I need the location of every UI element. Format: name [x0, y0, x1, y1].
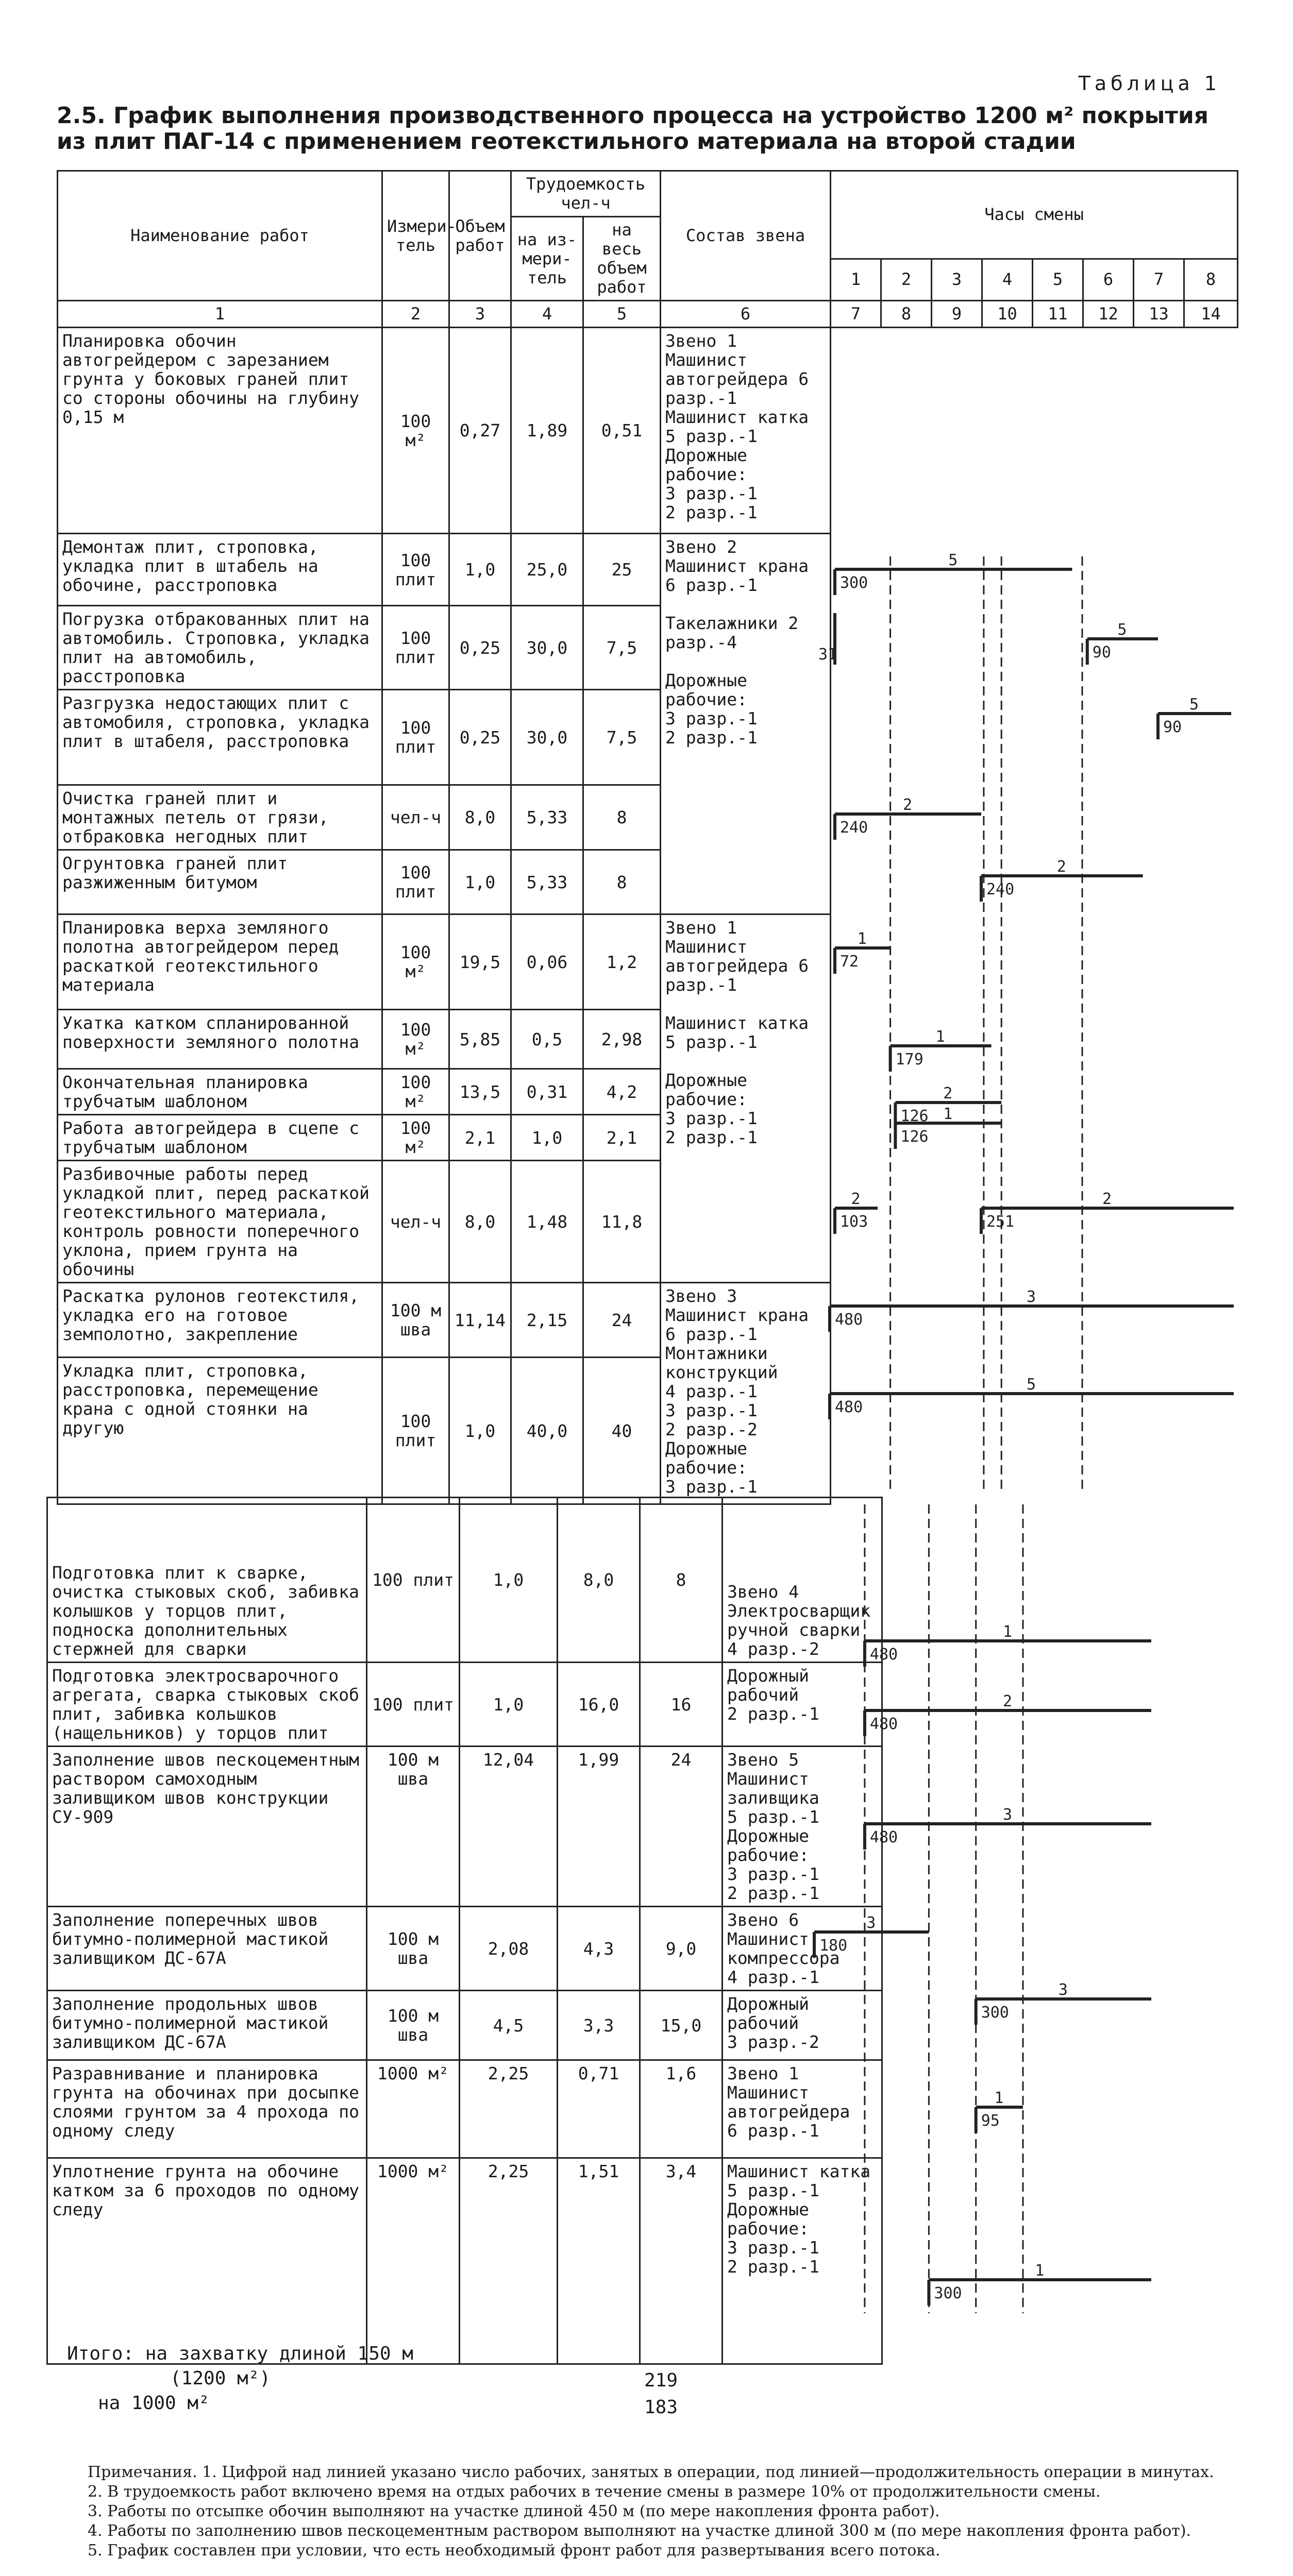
hours-cell: [882, 2060, 1228, 2158]
minutes-label: 72: [840, 953, 859, 971]
totals-line-2: (1200 м²): [170, 2368, 271, 2389]
workers-label: 2: [851, 1190, 861, 1208]
work-name: Укладка плит, строповка, расстроповка, перемещение крана с одной стоянки на другую: [58, 1358, 382, 1504]
minutes-label: 240: [840, 819, 868, 837]
workers-label: 2: [1002, 1692, 1013, 1710]
column-number: 8: [881, 301, 932, 328]
hour-number: 2: [881, 259, 932, 301]
table-row: [58, 785, 1238, 850]
labor-total: 8: [640, 1498, 723, 1663]
workers-label: 3: [1058, 1981, 1068, 1999]
minutes-label: 90: [1163, 718, 1182, 736]
notes: [57, 2463, 1232, 2561]
table-row: [47, 1747, 1228, 1907]
hour-number: 8: [1184, 259, 1238, 301]
work-unit: 100 м²: [382, 914, 449, 1010]
crew-composition: Звено 2 Машинист крана 6 разр.-1 Такелажники 2 разр.-4 Дорожные рабочие: 3 разр.-1 2 разр.-1: [661, 534, 831, 914]
column-number: 12: [1083, 301, 1134, 328]
labor-per-unit: 5,33: [511, 785, 583, 850]
hours-cell: [882, 1991, 1228, 2060]
work-volume: 1,0: [460, 1663, 558, 1747]
work-name: Раскатка рулонов геотекстиля, укладка его на готовое земполотно, закрепление: [58, 1283, 382, 1358]
hour-number: 7: [1134, 259, 1184, 301]
column-number: 9: [932, 301, 982, 328]
minutes-label: 90: [1092, 643, 1111, 662]
work-unit: 1000 м²: [367, 2060, 460, 2158]
crew-composition: Звено 5 Машинист заливщика 5 разр.-1 Дорожные рабочие: 3 разр.-1 2 разр.-1: [723, 1747, 882, 1907]
workers-label: 5: [1027, 1376, 1036, 1394]
work-unit: 100 плит: [382, 1358, 449, 1504]
workers-label: 3: [1002, 1806, 1013, 1824]
workers-label: 1: [935, 1028, 945, 1046]
work-unit: 100 м шва: [367, 1747, 460, 1907]
work-unit: 100 м шва: [367, 1907, 460, 1991]
work-name: Очистка граней плит и монтажных петель от грязи, отбраковка негодных плит: [58, 785, 382, 850]
header-labor: Трудоемкость чел-ч: [511, 171, 661, 217]
hours-cell: [882, 1747, 1228, 1907]
note-item: Примечания. 1. Цифрой над линией указано число рабочих, занятых в операции, под линией—продолжительность операции в минутах.: [88, 2463, 1214, 2481]
hours-cell: [882, 1907, 1228, 1991]
header-crew: Состав звена: [661, 171, 831, 301]
work-volume: 1,0: [449, 1358, 511, 1504]
work-unit: чел-ч: [382, 1161, 449, 1283]
table-row: [47, 1663, 1228, 1747]
totals-value-2: 183: [644, 2397, 678, 2418]
column-number: 1: [58, 301, 382, 328]
hours-cell: [831, 1283, 1238, 1358]
workers-label: 1: [1002, 1623, 1013, 1641]
labor-total: 24: [583, 1283, 661, 1358]
workers-label: 3: [1027, 1288, 1036, 1306]
labor-per-unit: 30,0: [511, 606, 583, 690]
table-row: [58, 534, 1238, 606]
hours-cell: [831, 1069, 1238, 1115]
minutes-label: 240: [986, 880, 1015, 899]
labor-per-unit: 0,71: [558, 2060, 640, 2158]
crew-composition: Дорожный рабочий 2 разр.-1: [723, 1663, 882, 1747]
work-volume: 1,0: [449, 534, 511, 606]
minutes-label: 480: [835, 1398, 863, 1416]
work-unit: 1000 м²: [367, 2158, 460, 2364]
hours-cell: [831, 1358, 1238, 1504]
work-name: Огрунтовка граней плит разжиженным битумом: [58, 850, 382, 914]
work-unit: 100 м шва: [367, 1991, 460, 2060]
minutes-label: 300: [981, 2004, 1009, 2022]
hours-cell: [831, 914, 1238, 1010]
minutes-label: 103: [840, 1213, 868, 1231]
work-unit: 100 м²: [382, 1115, 449, 1161]
work-name: Заполнение поперечных швов битумно-полимерной мастикой заливщиком ДС-67А: [47, 1907, 367, 1991]
crew-composition: Машинист катка 5 разр.-1 Дорожные рабочие: 3 разр.-1 2 разр.-1: [723, 2158, 882, 2364]
work-unit: 100 плит: [367, 1663, 460, 1747]
table-row: [58, 690, 1238, 785]
totals-block: [67, 2342, 678, 2418]
hour-number: 1: [831, 259, 881, 301]
labor-total: 40: [583, 1358, 661, 1504]
header-name: Наименование работ: [58, 171, 382, 301]
labor-per-unit: 5,33: [511, 850, 583, 914]
header-total: на весь объем работ: [583, 217, 661, 301]
work-name: Демонтаж плит, строповка, укладка плит в штабель на обочине, расстроповка: [58, 534, 382, 606]
workers-label: 3: [866, 1914, 876, 1932]
work-unit: 100 м²: [382, 1069, 449, 1115]
hours-cell: [831, 534, 1238, 606]
labor-total: 3,4: [640, 2158, 723, 2364]
workers-label: 1: [943, 1105, 953, 1123]
work-volume: 5,85: [449, 1010, 511, 1069]
work-volume: 13,5: [449, 1069, 511, 1115]
table-row: [58, 1010, 1238, 1069]
hours-cell: [882, 1498, 1228, 1663]
header-volume: Объем работ: [449, 171, 511, 301]
workers-label: 1: [994, 2089, 1004, 2107]
work-name: Уплотнение грунта на обочине катком за 6 проходов по одному следу: [47, 2158, 367, 2364]
crew-composition: Звено 3 Машинист крана 6 разр.-1 Монтажники конструкций 4 разр.-1 3 разр.-1 2 разр.-2 Дорожные рабочие: 3 разр.-1: [661, 1283, 831, 1504]
work-volume: 0,25: [449, 606, 511, 690]
labor-total: 2,98: [583, 1010, 661, 1069]
workers-label: 5: [1189, 696, 1199, 714]
column-number: 10: [982, 301, 1033, 328]
workers-label: 2: [943, 1084, 953, 1103]
work-unit: 100 плит: [382, 690, 449, 785]
labor-total: 0,51: [583, 328, 661, 534]
work-volume: 11,14: [449, 1283, 511, 1358]
work-unit: 100 плит: [382, 534, 449, 606]
work-unit: 100 плит: [382, 850, 449, 914]
work-name: Разгрузка недостающих плит с автомобиля, строповка, укладка плит в штабеля, расстроповка: [58, 690, 382, 785]
crew-composition: Звено 1 Машинист автогрейдера 6 разр.-1: [723, 2060, 882, 2158]
work-unit: 100 м шва: [382, 1283, 449, 1358]
table-row: [58, 1115, 1238, 1161]
table-label: Таблица 1: [1078, 72, 1221, 95]
work-volume: 8,0: [449, 785, 511, 850]
note-item: 4. Работы по заполнению швов пескоцементным раствором выполняют на участке длиной 300 м (по мере накопления фронта работ).: [88, 2522, 1191, 2540]
work-name: Укатка катком спланированной поверхности земляного полотна: [58, 1010, 382, 1069]
labor-total: 4,2: [583, 1069, 661, 1115]
column-number: 7: [831, 301, 881, 328]
table-row: [58, 914, 1238, 1010]
labor-per-unit: 0,31: [511, 1069, 583, 1115]
schedule-table-bottom: [46, 1497, 1228, 2365]
work-volume: 0,25: [449, 690, 511, 785]
table-row: [47, 1498, 1228, 1663]
work-volume: 2,25: [460, 2158, 558, 2364]
labor-per-unit: 1,89: [511, 328, 583, 534]
hours-cell: [882, 2158, 1228, 2364]
header-unit: Измери- тель: [382, 171, 449, 301]
labor-per-unit: 0,5: [511, 1010, 583, 1069]
table-row: [58, 606, 1238, 690]
header-hours: Часы смены: [831, 171, 1238, 259]
hours-cell: [831, 850, 1238, 914]
workers-label: 5: [1117, 621, 1127, 639]
labor-per-unit: 8,0: [558, 1498, 640, 1663]
work-volume: 1,0: [449, 850, 511, 914]
table-row: [47, 1907, 1228, 1991]
hour-number: 3: [932, 259, 982, 301]
totals-value-1: 219: [644, 2370, 678, 2391]
table-row: [47, 2060, 1228, 2158]
labor-per-unit: 4,3: [558, 1907, 640, 1991]
work-unit: 100 плит: [382, 606, 449, 690]
work-unit: 100 плит: [367, 1498, 460, 1663]
work-name: Заполнение продольных швов битумно-полимерной мастикой заливщиком ДС-67А: [47, 1991, 367, 2060]
labor-total: 25: [583, 534, 661, 606]
crew-composition: Звено 1 Машинист автогрейдера 6 разр.-1 Машинист катка 5 разр.-1 Дорожные рабочие: 3 разр.-1 2 разр.-1: [661, 914, 831, 1283]
schedule-table-top: [57, 170, 1238, 1505]
work-name: Окончательная планировка трубчатым шаблоном: [58, 1069, 382, 1115]
hours-cell: [831, 785, 1238, 850]
labor-per-unit: 25,0: [511, 534, 583, 606]
work-unit: чел-ч: [382, 785, 449, 850]
work-name: Разравнивание и планировка грунта на обочинах при досыпке слоями грунтом за 4 прохода по одному следу: [47, 2060, 367, 2158]
hours-cell: [831, 690, 1238, 785]
hours-cell: [882, 1663, 1228, 1747]
work-name: Погрузка отбракованных плит на автомобиль. Строповка, укладка плит на автомобиль, расстроповка: [58, 606, 382, 690]
minutes-label: 300: [840, 574, 868, 592]
document-title: 2.5. График выполнения производственного процесса на устройство 1200 м² покрытия из плит ПАГ-14 с применением геотекстильного материала на второй стадии: [57, 103, 1209, 155]
table-row: [47, 2158, 1228, 2364]
column-number: 5: [583, 301, 661, 328]
table-row: [58, 328, 1238, 534]
labor-per-unit: 1,48: [511, 1161, 583, 1283]
table-row: [58, 1161, 1238, 1283]
totals-line-3: на 1000 м²: [98, 2393, 210, 2414]
workers-label: 2: [903, 796, 913, 814]
labor-per-unit: 1,99: [558, 1747, 640, 1907]
minutes-label: 95: [981, 2112, 1000, 2130]
labor-total: 8: [583, 850, 661, 914]
minutes-label: 126: [900, 1128, 929, 1146]
column-number: 4: [511, 301, 583, 328]
labor-per-unit: 3,3: [558, 1991, 640, 2060]
minutes-label: 480: [869, 1715, 898, 1733]
minutes-label: 31: [818, 646, 837, 664]
crew-composition: Дорожный рабочий 3 разр.-2: [723, 1991, 882, 2060]
minutes-label: 480: [869, 1828, 898, 1846]
labor-total: 1,6: [640, 2060, 723, 2158]
hour-number: 5: [1033, 259, 1083, 301]
column-number: 6: [661, 301, 831, 328]
header-per-unit: на из- мери- тель: [511, 217, 583, 301]
column-number: 14: [1184, 301, 1238, 328]
minutes-label: 300: [934, 2284, 962, 2302]
work-unit: 100 м²: [382, 328, 449, 534]
work-volume: 2,08: [460, 1907, 558, 1991]
work-name: Планировка обочин автогрейдером с зарезанием грунта у боковых граней плит со стороны обочины на глубину 0,15 м: [58, 328, 382, 534]
work-name: Подготовка плит к сварке, очистка стыковых скоб, забивка колышков у торцов плит, подноска дополнительных стержней для сварки: [47, 1498, 367, 1663]
labor-per-unit: 1,0: [511, 1115, 583, 1161]
note-item: 2. В трудоемкость работ включено время на отдых рабочих в течение смены в размере 10% от продолжительности смены.: [88, 2483, 1101, 2501]
totals-line-1: Итого: на захватку длиной 150 м: [67, 2343, 413, 2364]
labor-per-unit: 30,0: [511, 690, 583, 785]
work-volume: 4,5: [460, 1991, 558, 2060]
table-row: [58, 850, 1238, 914]
work-volume: 8,0: [449, 1161, 511, 1283]
column-number: 13: [1134, 301, 1184, 328]
column-number: 2: [382, 301, 449, 328]
labor-total: 15,0: [640, 1991, 723, 2060]
workers-label: 2: [1102, 1190, 1112, 1208]
labor-per-unit: 16,0: [558, 1663, 640, 1747]
table-row: [47, 1991, 1228, 2060]
work-volume: 2,25: [460, 2060, 558, 2158]
work-name: Заполнение швов пескоцементным раствором самоходным заливщиком швов конструкции СУ-909: [47, 1747, 367, 1907]
work-name: Разбивочные работы перед укладкой плит, перед раскаткой геотекстильного материала, контроль ровности поперечного уклона, прием грунта на обочины: [58, 1161, 382, 1283]
minutes-label: 480: [869, 1646, 898, 1664]
hours-cell: [831, 606, 1238, 690]
crew-composition: Звено 4 Электросварщик ручной сварки 4 разр.-2: [723, 1498, 882, 1663]
work-volume: 1,0: [460, 1498, 558, 1663]
labor-total: 7,5: [583, 606, 661, 690]
minutes-label: 251: [986, 1213, 1015, 1231]
note-item: 5. График составлен при условии, что есть необходимый фронт работ для развертывания всего потока.: [88, 2541, 941, 2560]
minutes-label: 179: [895, 1050, 923, 1069]
labor-per-unit: 1,51: [558, 2158, 640, 2364]
hours-cell: [831, 1115, 1238, 1161]
hour-number: 4: [982, 259, 1033, 301]
labor-total: 9,0: [640, 1907, 723, 1991]
labor-total: 2,1: [583, 1115, 661, 1161]
hours-cell: [831, 1161, 1238, 1283]
workers-label: 1: [857, 930, 867, 948]
workers-label: 5: [948, 551, 958, 569]
labor-per-unit: 2,15: [511, 1283, 583, 1358]
work-name: Подготовка электросварочного агрегата, сварка стыковых скоб плит, забивка кольшков (нащельников) у торцов плит: [47, 1663, 367, 1747]
minutes-label: 480: [835, 1311, 863, 1329]
crew-composition: Звено 6 Машинист компрессора 4 разр.-1: [723, 1907, 882, 1991]
work-volume: 2,1: [449, 1115, 511, 1161]
labor-per-unit: 0,06: [511, 914, 583, 1010]
workers-label: 2: [1056, 858, 1066, 876]
labor-total: 16: [640, 1663, 723, 1747]
work-volume: 12,04: [460, 1747, 558, 1907]
hour-number: 6: [1083, 259, 1134, 301]
minutes-label: 180: [819, 1937, 848, 1955]
labor-total: 7,5: [583, 690, 661, 785]
column-number: 11: [1033, 301, 1083, 328]
work-unit: 100 м²: [382, 1010, 449, 1069]
labor-per-unit: 40,0: [511, 1358, 583, 1504]
hours-cell: [831, 1010, 1238, 1069]
table-row: [58, 1358, 1238, 1504]
table-row: [58, 1069, 1238, 1115]
work-volume: 19,5: [449, 914, 511, 1010]
table-row: [58, 1283, 1238, 1358]
minutes-label: 126: [900, 1107, 929, 1125]
labor-total: 24: [640, 1747, 723, 1907]
crew-composition: Звено 1 Машинист автогрейдера 6 разр.-1 Машинист катка 5 разр.-1 Дорожные рабочие: 3 разр.-1 2 разр.-1: [661, 328, 831, 534]
labor-total: 1,2: [583, 914, 661, 1010]
note-item: 3. Работы по отсыпке обочин выполняют на участке длиной 450 м (по мере накопления фронта работ).: [88, 2502, 940, 2520]
labor-total: 11,8: [583, 1161, 661, 1283]
work-name: Планировка верха земляного полотна автогрейдером перед раскаткой геотекстильного материала: [58, 914, 382, 1010]
workers-label: 1: [1035, 2262, 1045, 2280]
work-name: Работа автогрейдера в сцепе с трубчатым шаблоном: [58, 1115, 382, 1161]
column-number: 3: [449, 301, 511, 328]
hours-cell: [831, 328, 1238, 534]
work-volume: 0,27: [449, 328, 511, 534]
labor-total: 8: [583, 785, 661, 850]
